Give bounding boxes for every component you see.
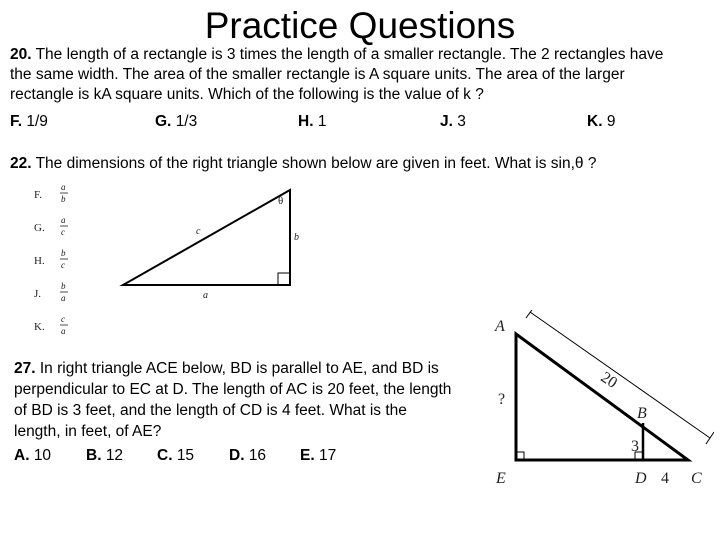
q22-figure — [28, 180, 308, 345]
q27-choice-b[interactable]: B. 12 — [86, 447, 124, 464]
ac-dimension-line — [530, 312, 710, 438]
theta-label: θ — [278, 195, 284, 207]
vertex-d-label: D — [635, 470, 647, 487]
q27-line-1 — [14, 358, 484, 379]
q27-choice-e[interactable]: E. 17 — [300, 447, 337, 464]
q27-line-4: length, in feet, of AE? — [14, 423, 162, 440]
vertex-a-label: A — [495, 318, 505, 335]
dc-length-label: 4 — [661, 470, 669, 487]
q22-choice-k[interactable] — [34, 314, 68, 336]
vertex-e-label: E — [496, 470, 506, 487]
side-b-label: b — [294, 232, 299, 243]
svg-text:G.: G. — [34, 222, 45, 234]
q20-choice-h[interactable]: H. 1 — [298, 113, 327, 130]
svg-text:K.: K. — [34, 321, 45, 333]
q20-line-3: rectangle is kA square units. Which of the following is the value of k ? — [10, 86, 484, 103]
question-27 — [14, 358, 484, 442]
vertex-c-label: C — [691, 470, 702, 487]
q20-line-2: the same width. The area of the smaller rectangle is A square units. The area of the larger — [10, 66, 625, 83]
svg-text:a: a — [61, 215, 66, 225]
vertex-b-label: B — [637, 405, 647, 422]
q20-line-1 — [10, 45, 710, 65]
svg-text:b: b — [61, 248, 66, 258]
bd-length-label: 3 — [631, 438, 639, 455]
q27-choices — [14, 447, 494, 467]
q20-choice-k[interactable]: K. 9 — [587, 113, 616, 130]
q20-choice-f[interactable]: F. 1/9 — [10, 113, 48, 130]
svg-text:c: c — [61, 314, 65, 324]
svg-text:c: c — [61, 260, 65, 270]
side-c-label: c — [196, 226, 201, 237]
q22-text: The dimensions of the right triangle shown below are given in feet. What is sin,θ ? — [31, 155, 597, 172]
q27-text-1: In right triangle ACE below, BD is parallel to AE, and BD is — [35, 360, 439, 377]
svg-text:c: c — [61, 227, 65, 237]
q22-triangle — [123, 190, 290, 285]
q22-number: 22. — [10, 155, 32, 172]
triangle-ace — [516, 334, 688, 460]
svg-text:H.: H. — [34, 255, 45, 267]
q27-choice-c[interactable]: C. 15 — [157, 447, 195, 464]
q22-choice-j[interactable] — [34, 281, 68, 303]
side-a-label: a — [203, 290, 208, 301]
svg-text:b: b — [61, 281, 66, 291]
q27-line-3: of BD is 3 feet, and the length of CD is 4 feet. What is the — [14, 402, 407, 419]
q27-choice-a[interactable]: A. 10 — [14, 447, 52, 464]
question-22 — [10, 155, 596, 173]
q20-choice-j[interactable]: J. 3 — [440, 113, 466, 130]
right-angle-marker — [278, 273, 290, 285]
q20-text-1: The length of a rectangle is 3 times the length of a smaller rectangle. The 2 rectangles have — [31, 46, 664, 63]
q27-figure — [484, 310, 714, 495]
svg-text:a: a — [61, 326, 66, 336]
q27-choice-d[interactable]: D. 16 — [229, 447, 267, 464]
svg-text:a: a — [61, 293, 66, 303]
q22-choice-h[interactable] — [34, 248, 68, 270]
q22-choice-g[interactable] — [34, 215, 68, 237]
q20-choice-g[interactable]: G. 1/3 — [155, 113, 198, 130]
q27-number: 27. — [14, 360, 36, 377]
ae-unknown-label: ? — [498, 391, 506, 408]
svg-text:a: a — [61, 182, 66, 192]
q20-choices — [10, 113, 710, 133]
question-20 — [10, 45, 710, 105]
q27-line-2: perpendicular to EC at D. The length of AC is 20 feet, the length — [14, 381, 452, 398]
svg-text:F.: F. — [34, 189, 42, 201]
q22-choice-f[interactable] — [34, 182, 68, 204]
ac-length-label: 20 — [597, 368, 621, 392]
svg-text:b: b — [61, 194, 66, 204]
q20-number: 20. — [10, 46, 32, 63]
slide-title: Practice Questions — [204, 5, 516, 46]
svg-text:J.: J. — [34, 288, 42, 300]
